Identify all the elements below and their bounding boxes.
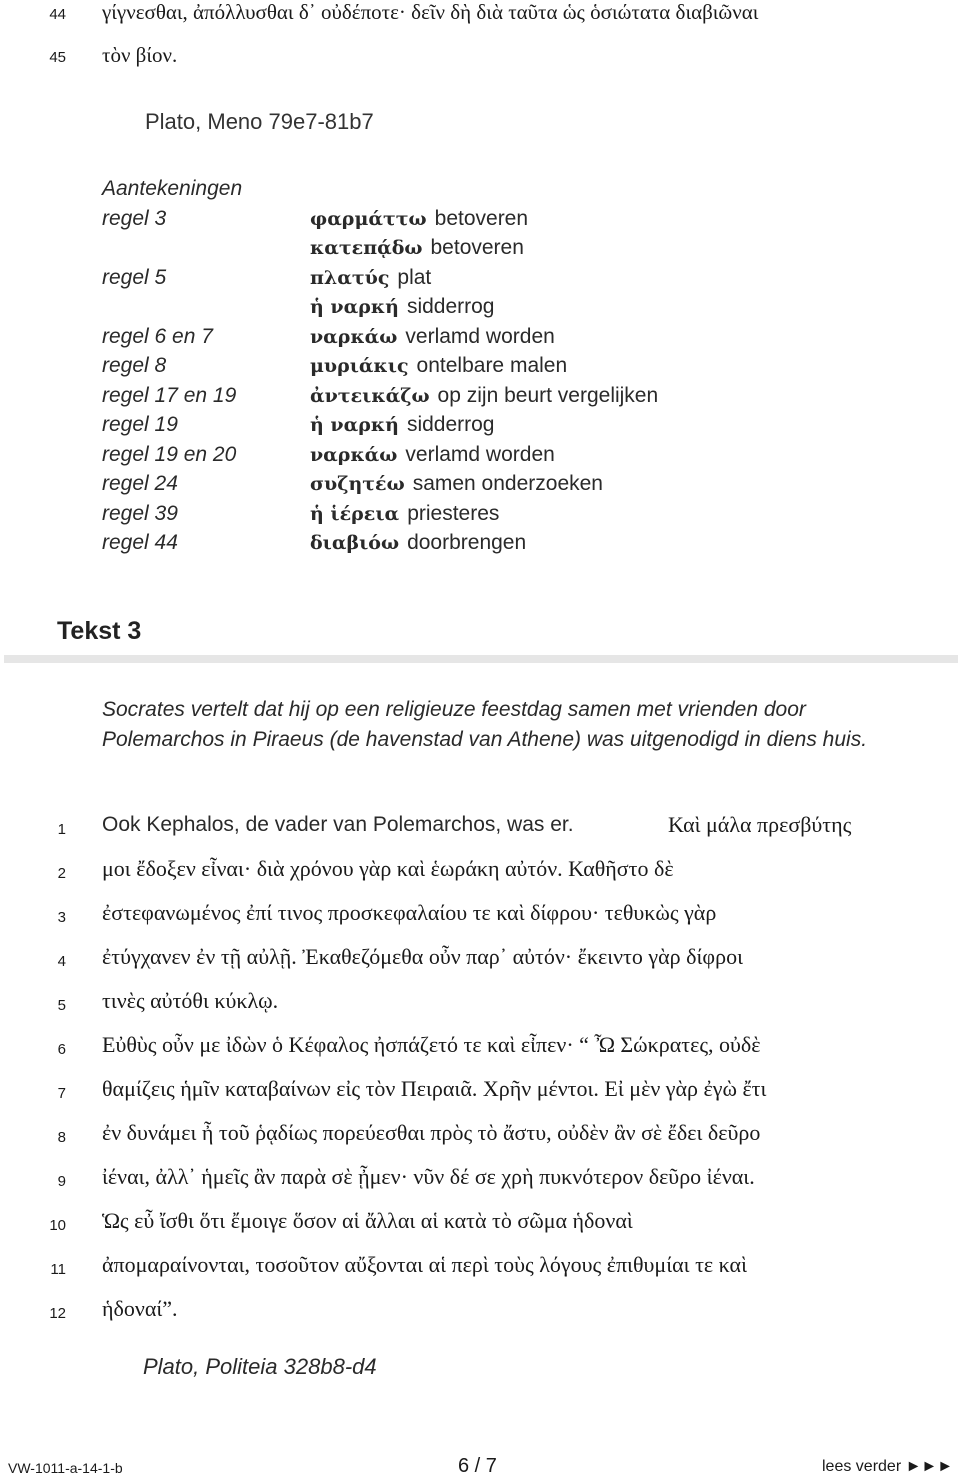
greek-line: ἡδοναί”.	[102, 1296, 178, 1321]
greek-line: γίγνεσθαι, ἀπόλλυσθαι δ᾽ οὐδέποτε· δεῖν δὴ διὰ ταῦτα ὡς ὁσιώτατα διαβιῶναι	[102, 0, 759, 24]
line-number: 11	[50, 1261, 66, 1278]
note-entry	[310, 531, 526, 555]
note-label: regel 8	[102, 354, 167, 377]
note-label: regel 19 en 20	[102, 443, 237, 466]
note-meaning: priesteres	[407, 502, 500, 525]
note-meaning: op zijn beurt vergelijken	[437, 384, 659, 407]
note-greek: ἡ ναρκή	[310, 414, 399, 436]
note-label: regel 6 en 7	[102, 325, 213, 348]
note-entry	[310, 207, 528, 231]
note-greek: μυριάκις	[310, 355, 409, 377]
note-meaning: verlamd worden	[405, 325, 555, 348]
line-number: 2	[57, 865, 66, 882]
line-number: 12	[49, 1305, 66, 1322]
greek-line: Καὶ μάλα πρεσβύτης	[668, 812, 852, 837]
greek-line: ἐτύγχανεν ἐν τῇ αὐλῇ. Ἐκαθεζόμεθα οὖν παρ᾽ αὐτόν· ἔκειντο γὰρ δίφροι	[102, 944, 744, 969]
source-citation: Plato, Meno 79e7-81b7	[145, 109, 374, 134]
note-label: regel 3	[102, 207, 167, 230]
note-meaning: verlamd worden	[405, 443, 555, 466]
line-number: 7	[57, 1085, 66, 1102]
note-entry	[310, 295, 495, 319]
line-number: 6	[57, 1041, 66, 1058]
note-meaning: sidderrog	[406, 413, 495, 436]
note-greek: φαρμάττω	[310, 208, 427, 230]
greek-line: ἐστεφανωμένος ἐπί τινος προσκεφαλαίου τε καὶ δίφρου· τεθυκὼς γὰρ	[102, 900, 717, 925]
line-number: 1	[57, 821, 66, 838]
note-entry	[310, 236, 524, 260]
note-entry	[310, 325, 555, 349]
note-meaning: samen onderzoeken	[412, 472, 603, 495]
greek-line: μοι ἔδοξεν εἶναι· διὰ χρόνου γὰρ καὶ ἑωράκη αὐτόν. Καθῆστο δὲ	[102, 856, 674, 881]
note-entry	[310, 384, 658, 408]
line-number: 8	[57, 1129, 66, 1146]
section-divider	[4, 655, 958, 663]
note-entry	[310, 413, 495, 437]
greek-line: τὸν βίον.	[102, 43, 178, 67]
note-entry	[310, 502, 499, 526]
note-greek: κατεπᾴδω	[310, 237, 423, 259]
line-number: 9	[57, 1173, 66, 1190]
greek-line: ἀπομαραίνονται, τοσοῦτον αὔξονται αἱ περὶ τοὺς λόγους ἐπιθυμίαι τε καὶ	[102, 1252, 747, 1277]
note-greek: διαβιόω	[310, 532, 400, 554]
note-label: regel 5	[102, 266, 167, 289]
intro-text: Socrates vertelt dat hij op een religieuze feestdag samen met vrienden door Polemarchos in Piraeus (de havenstad van Athene) was uitgenodigd in diens huis.	[102, 698, 868, 751]
note-label: regel 17 en 19	[102, 384, 237, 407]
line-number: 44	[49, 6, 66, 23]
note-greek: ναρκάω	[310, 326, 398, 348]
note-label: regel 19	[102, 413, 178, 436]
note-meaning: betoveren	[430, 236, 524, 259]
note-entry	[310, 266, 431, 290]
line-number: 4	[57, 953, 66, 970]
source-citation: Plato, Politeia 328b8-d4	[143, 1354, 377, 1379]
note-greek: πλατύς	[310, 267, 390, 289]
note-meaning: plat	[397, 266, 432, 289]
greek-line: τινὲς αὐτόθι κύκλῳ.	[102, 988, 279, 1013]
note-meaning: betoveren	[434, 207, 529, 230]
greek-line: ἰέναι, ἀλλ᾽ ἡμεῖς ἂν παρὰ σὲ ᾖμεν· νῦν δέ σε χρὴ πυκνότερον δεῦρο ἰέναι.	[102, 1164, 755, 1189]
greek-line: ἐν δυνάμει ἦ τοῦ ῥᾳδίως πορεύεσθαι πρὸς τὸ ἄστυ, οὐδὲν ἂν σὲ ἔδει δεῦρο	[102, 1120, 761, 1145]
page-number: 6 / 7	[458, 1455, 497, 1477]
note-greek: ἡ ναρκή	[310, 296, 399, 318]
line-number: 5	[57, 997, 66, 1014]
note-label: regel 44	[102, 531, 178, 554]
note-entry	[310, 354, 567, 378]
note-greek: ἡ ἱέρεια	[310, 503, 400, 525]
greek-line: Εὐθὺς οὖν με ἰδὼν ὁ Κέφαλος ἠσπάζετό τε καὶ εἶπεν· “ Ὦ Σώκρατες, οὐδὲ	[102, 1032, 761, 1057]
greek-line: Ὡς εὖ ἴσθι ὅτι ἔμοιγε ὅσον αἱ ἄλλαι αἱ κατὰ τὸ σῶμα ἡδοναὶ	[102, 1208, 633, 1233]
continue-label: lees verder ►►►	[822, 1458, 954, 1475]
note-greek: συζητέω	[310, 473, 405, 495]
note-greek: ἀντεικάζω	[310, 385, 430, 407]
note-greek: ναρκάω	[310, 444, 398, 466]
note-entry	[310, 472, 603, 496]
note-meaning: sidderrog	[406, 295, 495, 318]
note-meaning: ontelbare malen	[416, 354, 568, 377]
note-label: regel 39	[102, 502, 178, 525]
note-label: regel 24	[102, 472, 178, 495]
note-meaning: doorbrengen	[407, 531, 527, 554]
greek-line: θαμίζεις ἡμῖν καταβαίνων εἰς τὸν Πειραιᾶ. Χρῆν μέντοι. Εἰ μὲν γὰρ ἐγὼ ἔτι	[102, 1076, 767, 1101]
line-number: 45	[49, 49, 66, 66]
exam-code: VW-1011-a-14-1-b	[8, 1460, 123, 1476]
note-entry	[310, 443, 555, 467]
notes-heading: Aantekeningen	[102, 177, 243, 200]
line-number: 3	[57, 909, 66, 926]
line-dutch: Ook Kephalos, de vader van Polemarchos, was er.	[102, 813, 574, 836]
line-number: 10	[49, 1217, 66, 1234]
section-heading: Tekst 3	[57, 617, 142, 645]
